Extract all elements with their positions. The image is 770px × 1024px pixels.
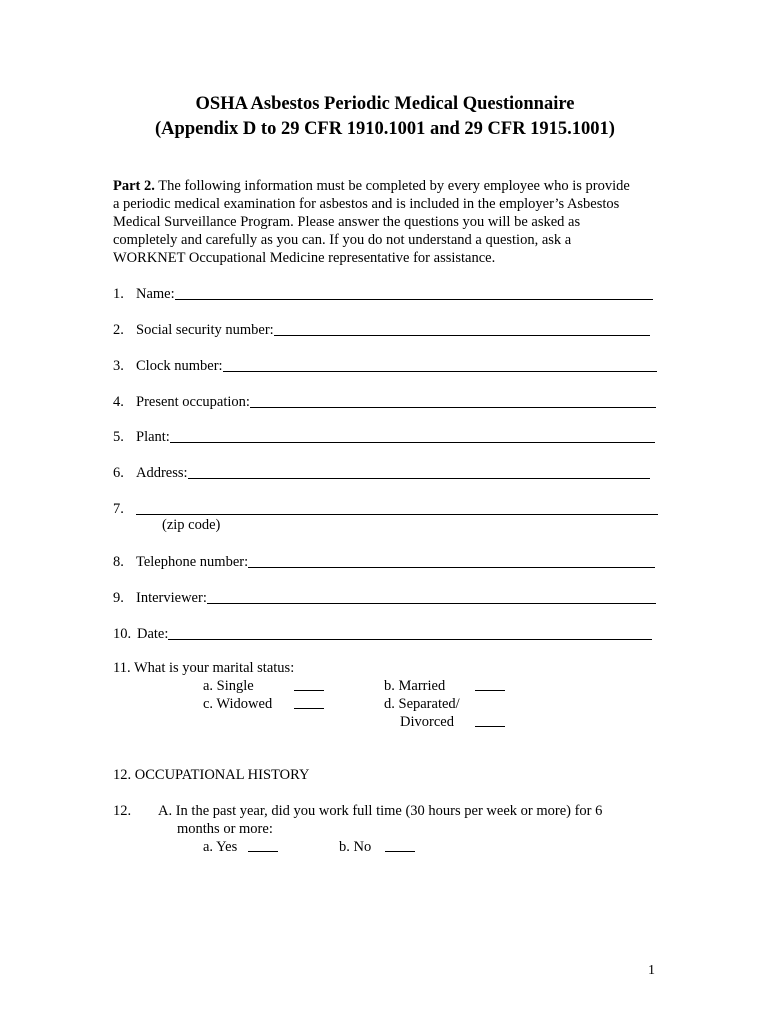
question-a-line1: A. In the past year, did you work full time (30 hours per week or more) for 6	[158, 803, 603, 819]
address-line2-input-line[interactable]	[136, 500, 658, 515]
occupation-input-line[interactable]	[250, 393, 656, 408]
yes-blank[interactable]	[248, 839, 278, 852]
field-label: Address:	[136, 465, 188, 481]
field-number: 10.	[113, 626, 132, 642]
marital-option-divorced: Divorced	[400, 714, 454, 730]
field-number: 9.	[113, 590, 124, 606]
document-title-line1: OSHA Asbestos Periodic Medical Questionnaire	[195, 94, 575, 114]
field-number: 5.	[113, 429, 124, 445]
field-label: Name:	[136, 286, 175, 302]
occupational-history-heading: 12. OCCUPATIONAL HISTORY	[113, 767, 310, 783]
document-title-line2: (Appendix D to 29 CFR 1910.1001 and 29 CFR 1915.1001)	[155, 119, 615, 139]
interviewer-input-line[interactable]	[207, 589, 656, 604]
field-number: 3.	[113, 358, 124, 374]
intro-line-4: completely and carefully as you can. If you do not understand a question, ask a	[113, 232, 572, 248]
telephone-input-line[interactable]	[248, 553, 655, 568]
field-label: Telephone number:	[136, 554, 249, 570]
intro-line-1: The following information must be completed by every employee who is provide	[154, 178, 630, 194]
answer-no-label: b. No	[339, 839, 372, 855]
field-number: 2.	[113, 322, 124, 338]
question-a-line2: months or more:	[177, 821, 273, 837]
clock-number-input-line[interactable]	[223, 357, 657, 372]
zip-code-caption: (zip code)	[162, 517, 221, 533]
intro-line-2: a periodic medical examination for asbestos and is included in the employer’s Asbestos	[113, 196, 620, 212]
date-input-line[interactable]	[168, 625, 652, 640]
marital-option-married: b. Married	[384, 678, 446, 694]
page-number: 1	[648, 963, 655, 978]
clock-number-field	[113, 355, 657, 375]
name-field	[113, 283, 653, 303]
intro-line-5: WORKNET Occupational Medicine representative for assistance.	[113, 250, 496, 266]
ssn-input-line[interactable]	[274, 321, 650, 336]
widowed-blank[interactable]	[294, 696, 324, 709]
date-field	[113, 623, 652, 643]
field-label: Clock number:	[136, 358, 223, 374]
plant-input-line[interactable]	[170, 428, 655, 443]
telephone-field	[113, 551, 655, 571]
field-number: 4.	[113, 394, 124, 410]
field-label: Interviewer:	[136, 590, 207, 606]
present-occupation-field	[113, 391, 656, 411]
address-input-line[interactable]	[188, 464, 650, 479]
question-number: 12.	[113, 803, 132, 819]
field-label: Plant:	[136, 429, 170, 445]
field-label: Social security number:	[136, 322, 274, 338]
marital-status-question: 11. What is your marital status:	[113, 660, 295, 676]
address-line2-field	[113, 498, 658, 518]
marital-option-separated: d. Separated/	[384, 696, 460, 712]
single-blank[interactable]	[294, 678, 324, 691]
field-number: 6.	[113, 465, 124, 481]
marital-option-single: a. Single	[203, 678, 254, 694]
ssn-field	[113, 319, 650, 339]
field-number: 1.	[113, 286, 124, 302]
part-label: Part 2.	[113, 178, 155, 194]
plant-field	[113, 426, 655, 446]
interviewer-field	[113, 587, 656, 607]
answer-yes-label: a. Yes	[203, 839, 238, 855]
field-number: 8.	[113, 554, 124, 570]
name-input-line[interactable]	[175, 285, 653, 300]
address-field	[113, 462, 650, 482]
married-blank[interactable]	[475, 678, 505, 691]
marital-option-widowed: c. Widowed	[203, 696, 273, 712]
field-label: Date:	[137, 626, 169, 642]
separated-divorced-blank[interactable]	[475, 714, 505, 727]
field-label: Present occupation:	[136, 394, 250, 410]
no-blank[interactable]	[385, 839, 415, 852]
field-number: 7.	[113, 501, 124, 517]
intro-paragraph	[113, 177, 658, 267]
intro-line-3: Medical Surveillance Program. Please answer the questions you will be asked as	[113, 214, 581, 230]
